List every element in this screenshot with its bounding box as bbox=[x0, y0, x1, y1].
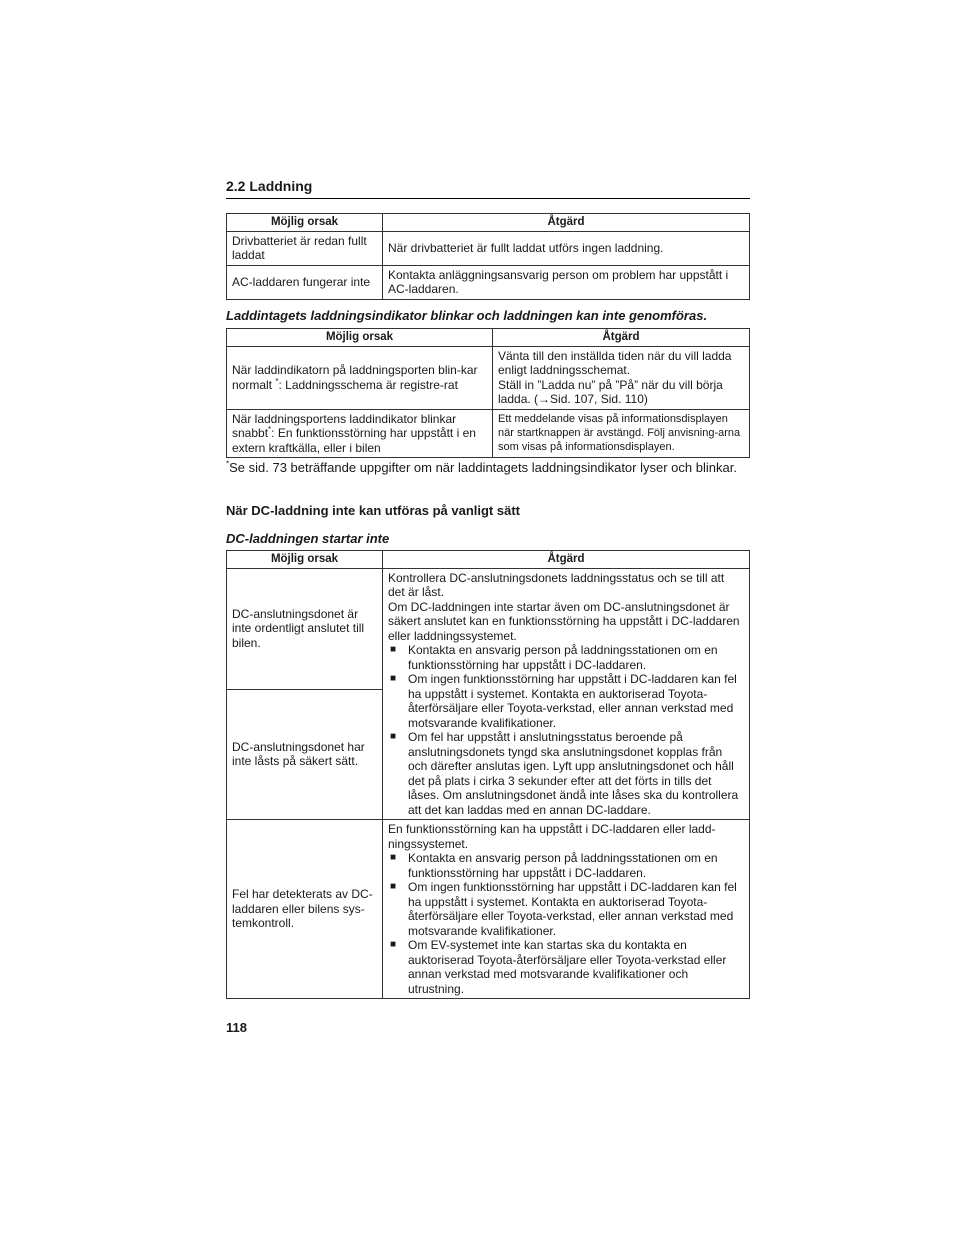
table-charging-issues bbox=[226, 213, 750, 300]
bullet-list bbox=[388, 643, 744, 817]
list-item: ■ Kontakta en ansvarig person på laddningsstationen om en funktionsstörning har uppstått i DC-laddaren. bbox=[388, 851, 744, 880]
cause-cell: Fel har detekterats av DC-laddaren eller bilens sys-temkontroll. bbox=[227, 820, 383, 999]
action-cell: Ett meddelande visas på informationsdisplayen när startknappen är avstängd. Följ anvisning-arna som visas på informationsdisplayen. bbox=[493, 409, 750, 458]
cause-cell: När laddningsportens laddindikator blinkar snabbt*: En funktionsstörning har uppstått i en extern kraftkälla, eller i bilen bbox=[227, 409, 493, 458]
page-number: 118 bbox=[226, 1020, 247, 1035]
cause-cell: Drivbatteriet är redan fullt laddat bbox=[227, 231, 383, 265]
cause-cell: När laddindikatorn på laddningsporten blin-kar normalt *: Laddningsschema är registre-rat bbox=[227, 346, 493, 409]
cause-cell: DC-anslutningsdonet är inte ordentligt anslutet till bilen. bbox=[227, 568, 383, 689]
table-row bbox=[227, 409, 750, 458]
action-cell: När drivbatteriet är fullt laddat utförs ingen laddning. bbox=[383, 231, 750, 265]
table-row bbox=[227, 231, 750, 265]
cause-cell: DC-anslutningsdonet har inte låsts på säkert sätt. bbox=[227, 689, 383, 820]
cause-cell: AC-laddaren fungerar inte bbox=[227, 265, 383, 299]
bullet-list bbox=[388, 851, 744, 996]
column-header-action: Åtgärd bbox=[383, 214, 750, 232]
column-header-cause: Möjlig orsak bbox=[227, 214, 383, 232]
column-header-action: Åtgärd bbox=[493, 329, 750, 347]
heading-indicator-blinks: Laddintagets laddningsindikator blinkar och laddningen kan inte genomföras. bbox=[226, 308, 708, 323]
section-title: Laddning bbox=[249, 178, 313, 194]
action-cell: Vänta till den inställda tiden när du vill ladda enligt laddningsschemat. Ställ in ”Ladda nu” på ”På” när du vill börja ladda. (→Sid. 107, Sid. 110) bbox=[493, 346, 750, 409]
action-cell: En funktionsstörning kan ha uppstått i DC-laddaren eller ladd-ningssystemet. ■ Kontakta en ansvarig person på laddningsstationen om en funktionsstörning har uppstått i DC-laddaren. ■ Om ingen funktionsstörning har uppstått i DC-laddaren kan fel ha uppstått i systemet. Kontakta en auktoriserad Toyota-återförsäljare eller Toyota-verkstad, eller annan verkstad med motsvarande kvalifikationer. ■ Om EV-systemet inte kan startas ska du kontakta en auktoriserad Toyota-återförsäljare eller Toyota-verkstad eller annan verkstad med motsvarande kvalifikationer och utrustning. bbox=[383, 820, 750, 999]
list-item: ■ Om ingen funktionsstörning har uppstått i DC-laddaren kan fel ha uppstått i systemet. Kontakta en auktoriserad Toyota-återförsäljare eller Toyota-verkstad, eller annan verkstad med motsvarande kvalifikationer. bbox=[388, 672, 744, 730]
table-row bbox=[227, 265, 750, 299]
column-header-cause: Möjlig orsak bbox=[227, 551, 383, 569]
list-item: ■ Om EV-systemet inte kan startas ska du kontakta en auktoriserad Toyota-återförsäljare eller Toyota-verkstad eller annan verkstad med motsvarande kvalifikationer och utrustning. bbox=[388, 938, 744, 996]
action-cell: Kontakta anläggningsansvarig person om problem har uppstått i AC-laddaren. bbox=[383, 265, 750, 299]
table-indicator-blinks bbox=[226, 328, 750, 458]
table-row bbox=[227, 568, 750, 689]
table-header-row bbox=[227, 329, 750, 347]
table-dc-not-starting bbox=[226, 550, 750, 999]
section-number: 2.2 bbox=[226, 178, 246, 194]
table-header-row bbox=[227, 551, 750, 569]
heading-dc-not-starting: DC-laddningen startar inte bbox=[226, 531, 390, 546]
action-cell: Kontrollera DC-anslutningsdonets laddningsstatus och se till att det är låst. Om DC-laddningen inte startar även om DC-anslutningsdonet är säkert anslutet kan en funktionsstörning ha uppstått i DC-laddaren eller laddningssystemet. ■ Kontakta en ansvarig person på laddningsstationen om en funktionsstörning har uppstått i DC-laddaren. ■ Om ingen funktionsstörning har uppstått i DC-laddaren kan fel ha uppstått i systemet. Kontakta en auktoriserad Toyota-återförsäljare eller Toyota-verkstad, eller annan verkstad med motsvarande kvalifikationer. ■ Om fel har uppstått i anslutningsstatus beroende på anslutningsdonets tyngd ska anslutningsdonet kopplas från och därefter anslutas igen. Lyft upp anslutningsdonet och håll det på plats i cirka 3 sekunder efter att det förts in tills det låses. Om anslutningsdonet ändå inte låses ska du kontrollera att det kan laddas med en annan DC-laddare. bbox=[383, 568, 750, 820]
column-header-cause: Möjlig orsak bbox=[227, 329, 493, 347]
list-item: ■ Kontakta en ansvarig person på laddningsstationen om en funktionsstörning har uppstått i DC-laddaren. bbox=[388, 643, 744, 672]
table-header-row bbox=[227, 214, 750, 232]
list-item: ■ Om fel har uppstått i anslutningsstatus beroende på anslutningsdonets tyngd ska anslutningsdonet kopplas från och därefter anslutas igen. Lyft upp anslutningsdonet och håll det på plats i cirka 3 sekunder efter att det förts in tills det låses. Om anslutningsdonet ändå inte låses ska du kontrollera att det kan laddas med en annan DC-laddare. bbox=[388, 730, 744, 817]
table-row bbox=[227, 820, 750, 999]
section-header bbox=[226, 178, 750, 199]
column-header-action: Åtgärd bbox=[383, 551, 750, 569]
table-row bbox=[227, 346, 750, 409]
list-item: ■ Om ingen funktionsstörning har uppstått i DC-laddaren kan fel ha uppstått i systemet. Kontakta en auktoriserad Toyota-återförsäljare eller Toyota-verkstad, eller annan verkstad med motsvarande kvalifikationer. bbox=[388, 880, 744, 938]
heading-dc-charging: När DC-laddning inte kan utföras på vanligt sätt bbox=[226, 503, 520, 518]
footnote: *Se sid. 73 beträffande uppgifter om när laddintagets laddningsindikator lyser och blinkar. bbox=[226, 459, 737, 475]
